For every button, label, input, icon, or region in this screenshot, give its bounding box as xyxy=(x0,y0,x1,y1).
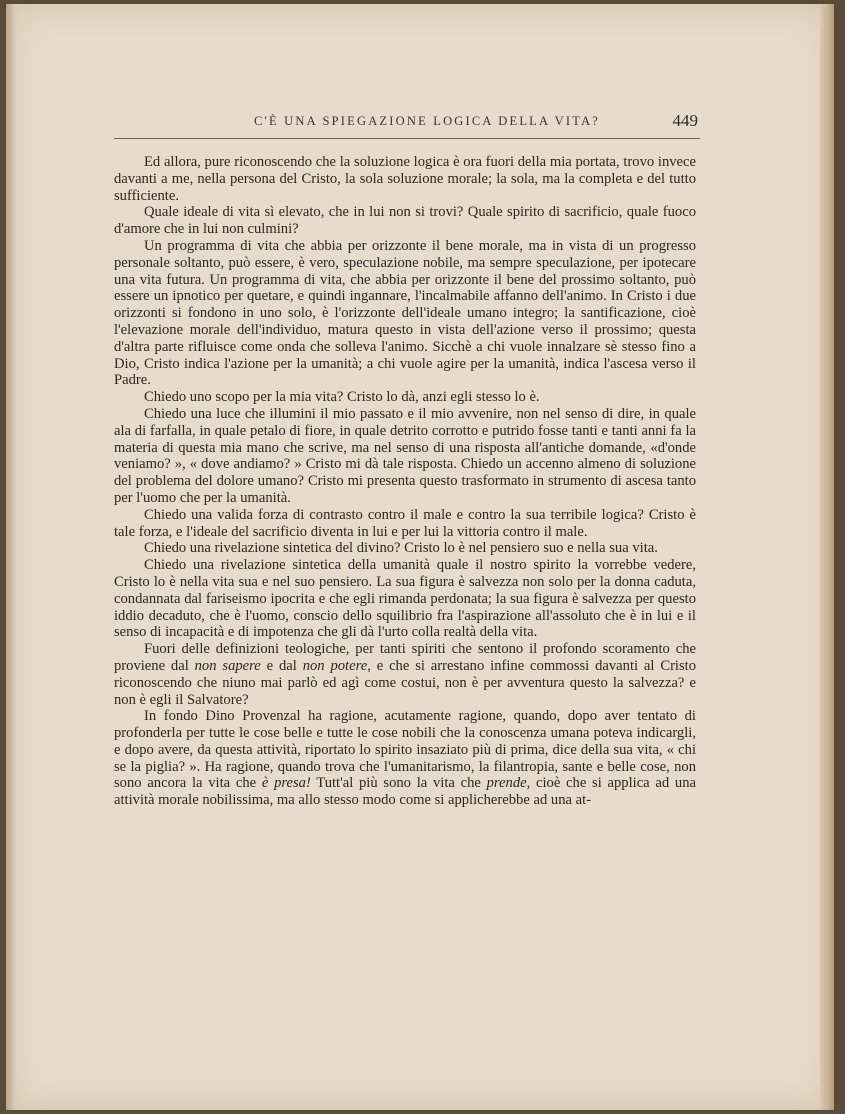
page-number: 449 xyxy=(672,111,698,130)
running-head xyxy=(114,108,700,139)
text-run: e dal xyxy=(260,657,303,674)
paragraph xyxy=(114,641,696,708)
paragraph: Ed allora, pure riconoscendo che la soluzione logica è ora fuori della mia portata, trovo invece davanti a me, nella persona del Cristo, la sola soluzione morale; la sola, ma la completa e del tutto sufficiente. xyxy=(114,154,696,204)
paragraph: Un programma di vita che abbia per orizzonte il bene morale, ma in vista di un progresso personale soltanto, può essere, è vero, speculazione nobile, ma sempre speculazione, per ipotecare una vita futura. Un programma di vita, che abbia per orizzonte il bene del prossimo soltanto, può essere un ipnotico per quetare, e quindi ingannare, l'incalmabile affanno dell'animo. In Cristo i due orizzonti si fondono in uno solo, è l'orizzonte dell'ideale umano integro; la santificazione, cioè l'elevazione morale dell'individuo, matura questo in vista dell'azione verso il prossimo; questa d'altra parte rifluisce come onda che solleva l'animo. Sicchè a chi vuole innalzare sè stesso fino a Dio, Cristo indica l'azione per la umanità; a chi vuole agire per la umanità, indica l'ascesa verso il Padre. xyxy=(114,237,696,389)
paragraph xyxy=(114,708,696,809)
page-gutter-shadow xyxy=(6,4,16,1110)
paragraph: Chiedo una valida forza di contrasto contro il male e contro la sua terribile logica? Cristo è tale forza, e l'ideale del sacrificio diventa in lui e per lui la vittoria contro il male. xyxy=(114,506,696,540)
paragraph: Chiedo una rivelazione sintetica del divino? Cristo lo è nel pensiero suo e nella sua vita. xyxy=(144,540,658,557)
page-fore-edge xyxy=(820,4,834,1110)
text-run: , e che si arrestano infine commossi davanti al Cristo riconoscendo che niuno mai parlò ed agì come costui, non è per avventura questo la salvezza? e non è egli il Salvatore? xyxy=(114,657,697,708)
paragraph: Chiedo una luce che illumini il mio passato e il mio avvenire, non nel senso di dire, in quale ala di farfalla, in quale petalo di fiore, in quale detrito corrotto e putrido fosse tanti e tanti anni fa la materia di questa mia mano che scrive, ma nel senso di una risposta all'antiche domande, «d'onde veniamo? », « dove andiamo? » Cristo mi dà tale risposta. Chiedo un accenno almeno di soluzione del problema del dolore umano? Cristo mi presenta questo trasformato in strumento di ascesa tanto per l'uomo che per la umanità. xyxy=(114,405,696,506)
italic-run: è presa! xyxy=(261,775,311,792)
italic-run: prende, xyxy=(486,775,531,792)
body-text xyxy=(114,154,696,809)
text-run: In fondo Dino Provenzal ha ragione, acutamente ragione, quando, dopo aver tentato di profonderla per tutte le cose belle e tutte le cose nobili che la conoscenza umana poteva indicargli, e dopo avere, da questa attività, riportato lo spirito insaziato più di prima, dice della sua vita, « chi se la piglia? ». Ha ragione, quando trova che l'umanitarismo, la filantropia, sante e belle cose, non sono ancora la vita che xyxy=(114,708,696,792)
italic-run: non potere xyxy=(302,657,368,674)
italic-run: non sapere xyxy=(194,657,261,674)
book-page xyxy=(6,4,834,1110)
text-run: Tutt'al più sono la vita che xyxy=(310,775,487,792)
text-run: cioè che si applica ad una attività morale nobilissima, ma allo stesso modo come si applicherebbe ad una at- xyxy=(114,775,696,809)
text-run: Fuori delle definizioni teologiche, per tanti spiriti che sentono il profondo scoramento che proviene dal xyxy=(114,641,696,674)
running-title: C'È UNA SPIEGAZIONE LOGICA DELLA VITA? xyxy=(254,114,601,128)
paragraph: Chiedo una rivelazione sintetica della umanità quale il nostro spirito la vorrebbe vedere, Cristo lo è nella vita sua e nel suo pensiero. La sua figura è salvezza non solo per la donna caduta, condannata dal fariseismo ipocrita e che egli rimanda perdonata; la sua figura è salvezza per questo iddio decaduto, che è l'uomo, conscio dello squilibrio fra l'aspirazione all'assoluto che è in lui e il senso di incapacità e di impotenza che gli dà l'urto colla realtà della vita. xyxy=(114,557,696,641)
paragraph: Chiedo uno scopo per la mia vita? Cristo lo dà, anzi egli stesso lo è. xyxy=(144,389,540,406)
paragraph: Quale ideale di vita sì elevato, che in lui non si trovi? Quale spirito di sacrificio, quale fuoco d'amore che in lui non culmini? xyxy=(114,204,696,238)
